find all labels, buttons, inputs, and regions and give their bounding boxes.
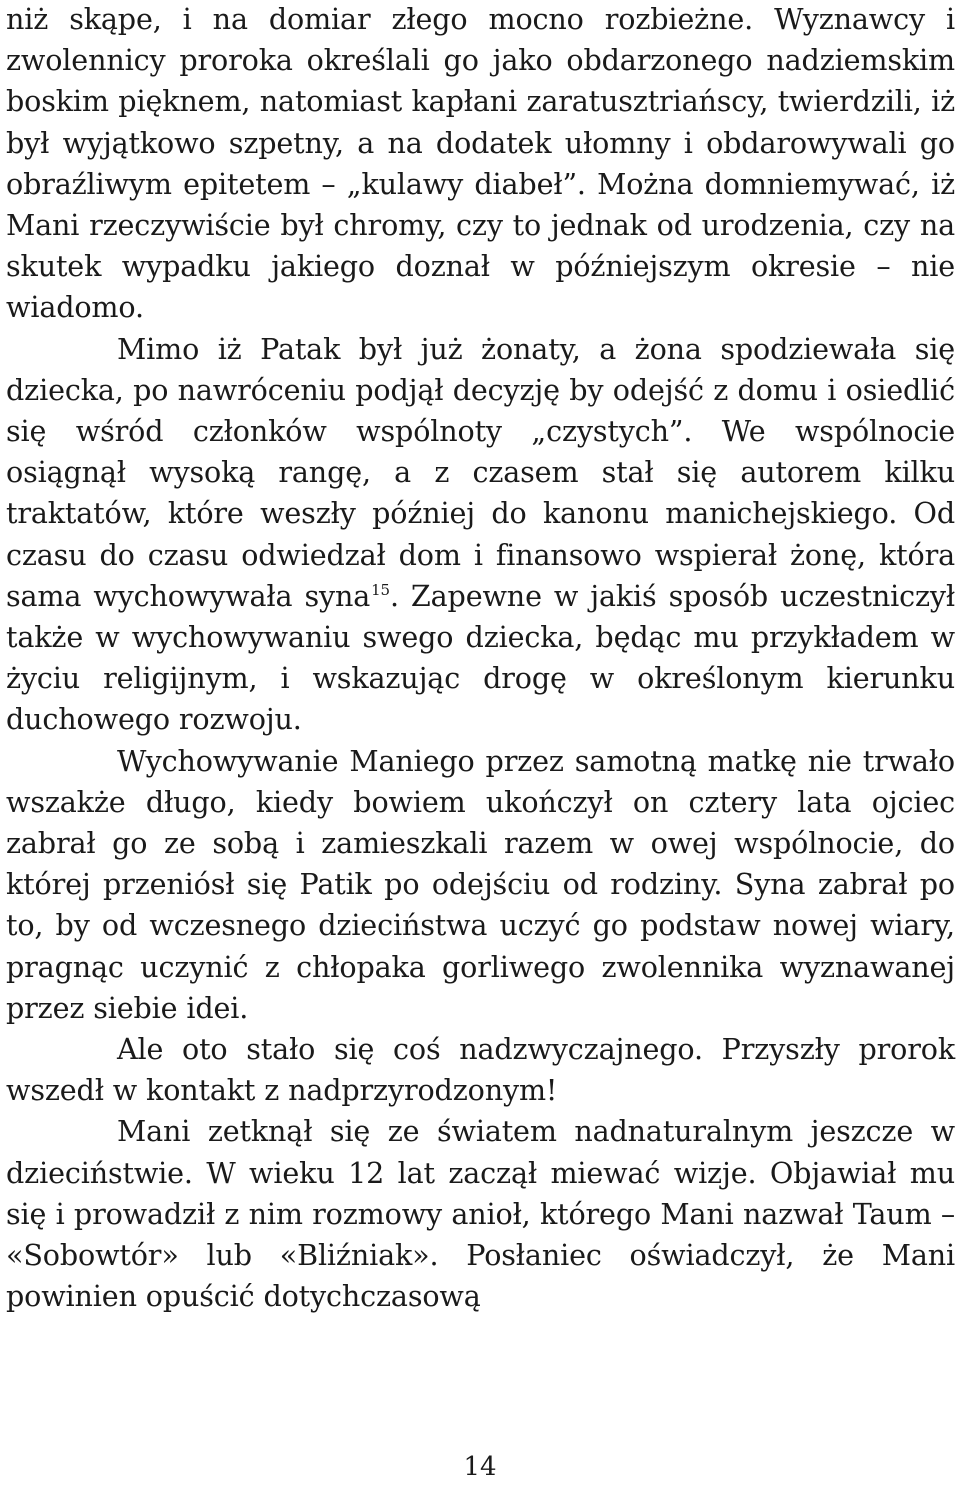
page-number: 14 [463, 1452, 497, 1482]
paragraph-5: Mani zetknął się ze światem nadnaturalnym jeszcze w dzieciństwie. W wieku 12 lat zaczął miewać wizje. Objawiał mu się i prowadził z nim rozmowy anioł, którego Mani nazwał Taum – «Sobowtór» lub «Bliźniak». Posłaniec oświadczył, że Mani powinien opuścić dotychczasową [6, 1114, 955, 1314]
paragraph-2 [6, 329, 955, 741]
footnote-reference[interactable]: 15 [371, 581, 390, 600]
page-body [6, 0, 955, 1318]
paragraph-4: Ale oto stało się coś nadzwyczajnego. Przyszły prorok wszedł w kontakt z nadprzyrodzonym! [6, 1032, 955, 1108]
paragraph-1: niż skąpe, i na domiar złego mocno rozbieżne. Wyznawcy i zwolennicy proroka określali go jako obdarzonego nadziemskim boskim pięknem, natomiast kapłani zaratusztriańscy, twierdzili, iż był wyjątkowo szpetny, a na dodatek ułomny i obdarowywali go obraźliwym epitetem – „kulawy diabeł”. Można domniemywać, iż Mani rzeczywiście był chromy, czy to jednak od urodzenia, czy na skutek wypadku jakiego doznał w późniejszym okresie – nie wiadomo. [6, 2, 955, 325]
paragraph-3: Wychowywanie Maniego przez samotną matkę nie trwało wszakże długo, kiedy bowiem ukończył on cztery lata ojciec zabrał go ze sobą i zamieszkali razem w owej wspólnocie, do której przeniósł się Patik po odejściu od rodziny. Syna zabrał po to, by od wczesnego dzieciństwa uczyć go podstaw nowej wiary, pragnąc uczynić z chłopaka gorliwego zwolennika wyznawanej przez siebie idei. [6, 743, 955, 1025]
paragraph-2-continuation: . Zapewne w jakiś sposób uczestniczył także w wychowywaniu swego dziecka, będąc mu przykładem w życiu religijnym, i wskazując drogę w określonym kierunku duchowego rozwoju. [6, 578, 955, 737]
paragraph-2-text: Mimo iż Patak był już żonaty, a żona spodziewała się dziecka, po nawróceniu podjął decyzję by odejść z domu i osiedlić się wśród członków wspólnoty „czystych”. We wspólnocie osiągnął wysoką rangę, a z czasem stał się autorem kilku traktatów, które weszły później do kanonu manichejskiego. Od czasu do czasu odwiedzał dom i finansowo wspierał żonę, która sama wychowywała syna [6, 331, 955, 613]
